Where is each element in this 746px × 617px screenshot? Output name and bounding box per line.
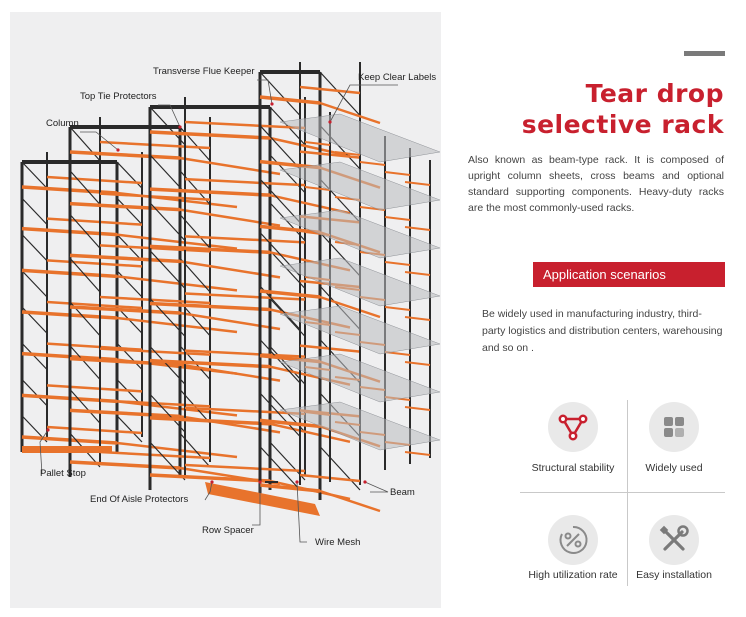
rack-beam-extend bbox=[117, 276, 237, 290]
callout-column: Column bbox=[46, 118, 79, 129]
percent-icon bbox=[548, 515, 598, 565]
grid-blocks-icon bbox=[649, 402, 699, 452]
rack-beam bbox=[70, 152, 180, 158]
callout-transverse-flue-keeper: Transverse Flue Keeper bbox=[153, 66, 255, 77]
rack-brace bbox=[70, 171, 100, 205]
rack-beam-far bbox=[305, 142, 330, 145]
rack-beam-far bbox=[405, 452, 430, 455]
rack-beam bbox=[70, 255, 180, 261]
rack-beam bbox=[70, 410, 180, 416]
rack-beam-far bbox=[385, 172, 410, 175]
rack-brace bbox=[22, 235, 47, 261]
rack-beam-far bbox=[405, 362, 430, 365]
feature-divider-vertical bbox=[627, 400, 628, 586]
feature-label-high-utilization-rate: High utilization rate bbox=[528, 569, 618, 581]
scenario-text: Be widely used in manufacturing industry, third-party logistics and distribution centers, warehousing and so on . bbox=[482, 308, 723, 354]
page-title bbox=[522, 78, 724, 140]
title-accent-bar bbox=[684, 51, 725, 56]
rack-beam-far bbox=[385, 307, 410, 310]
rack-beam-back bbox=[47, 385, 142, 391]
rack-brace bbox=[22, 380, 47, 406]
rack-beam-back bbox=[185, 465, 305, 471]
rack-beam bbox=[70, 462, 180, 468]
feature-label-easy-installation: Easy installation bbox=[636, 569, 712, 581]
callout-wire-mesh: Wire Mesh bbox=[315, 537, 361, 548]
callout-row-spacer: Row Spacer bbox=[202, 525, 254, 536]
rack-brace bbox=[70, 390, 100, 424]
callout-top-tie-protectors: Top Tie Protectors bbox=[80, 91, 157, 102]
rack-beam-back bbox=[47, 260, 142, 266]
callout-end-of-aisle-protectors: End Of Aisle Protectors bbox=[90, 494, 189, 505]
feature-divider-horizontal bbox=[520, 492, 725, 493]
rack-brace bbox=[70, 346, 100, 380]
rack-top-tie bbox=[260, 70, 320, 74]
rack-beam-far bbox=[405, 317, 430, 320]
rack-beam-back bbox=[47, 177, 142, 183]
rack-brace bbox=[320, 447, 360, 491]
rack-brace bbox=[22, 162, 47, 188]
rack-brace bbox=[117, 198, 142, 224]
triangle-nodes-icon bbox=[548, 402, 598, 452]
callout-beam: Beam bbox=[390, 487, 415, 498]
rack-brace bbox=[117, 416, 142, 442]
rack-beam-far bbox=[405, 227, 430, 230]
rack-beam-far bbox=[385, 262, 410, 265]
rack-beam-extend bbox=[180, 158, 280, 174]
rack-beam-back bbox=[300, 87, 360, 93]
rack-beam-back bbox=[185, 179, 305, 185]
rack-beam-back bbox=[185, 236, 305, 242]
section-heading: Application scenarios bbox=[543, 267, 666, 282]
rack-beam-far bbox=[385, 217, 410, 220]
rack-beam-far bbox=[405, 182, 430, 185]
rack-top-tie bbox=[70, 125, 180, 129]
rack-brace bbox=[22, 271, 47, 297]
callout-pallet-stop: Pallet Stop bbox=[40, 468, 86, 479]
rack-beam-far bbox=[405, 272, 430, 275]
rack-brace bbox=[22, 198, 47, 224]
rack-brace bbox=[117, 271, 142, 297]
callout-keep-clear-labels: Keep Clear Labels bbox=[358, 72, 437, 83]
title-line-1: Tear drop bbox=[585, 79, 724, 108]
rack-beam-extend bbox=[180, 210, 280, 226]
pallet-stop-bar bbox=[22, 446, 112, 453]
rack-brace bbox=[117, 162, 142, 188]
rack-beam-back bbox=[47, 219, 142, 225]
rack-beam-far bbox=[405, 407, 430, 410]
product-description: Also known as beam-type rack. It is composed of upright column sheets, cross beams and optional standard supporting components. Heavy-duty racks are the most commonly-used racks. bbox=[468, 154, 724, 214]
rack-beam bbox=[70, 204, 180, 210]
rack-beam-far bbox=[360, 162, 385, 165]
title-line-2: selective rack bbox=[521, 110, 724, 139]
rack-beam bbox=[150, 475, 270, 481]
rack-beam-extend bbox=[320, 491, 380, 511]
feature-label-structural-stability: Structural stability bbox=[531, 462, 615, 474]
feature-label-widely-used: Widely used bbox=[645, 462, 703, 474]
rack-top-tie bbox=[150, 105, 270, 109]
rack-illustration bbox=[10, 12, 441, 608]
rack-illustration-panel bbox=[10, 12, 441, 608]
rack-beam bbox=[260, 97, 320, 103]
section-heading-bar bbox=[533, 262, 725, 287]
wrench-screwdriver-icon bbox=[649, 515, 699, 565]
rack-beam-back bbox=[47, 344, 142, 350]
